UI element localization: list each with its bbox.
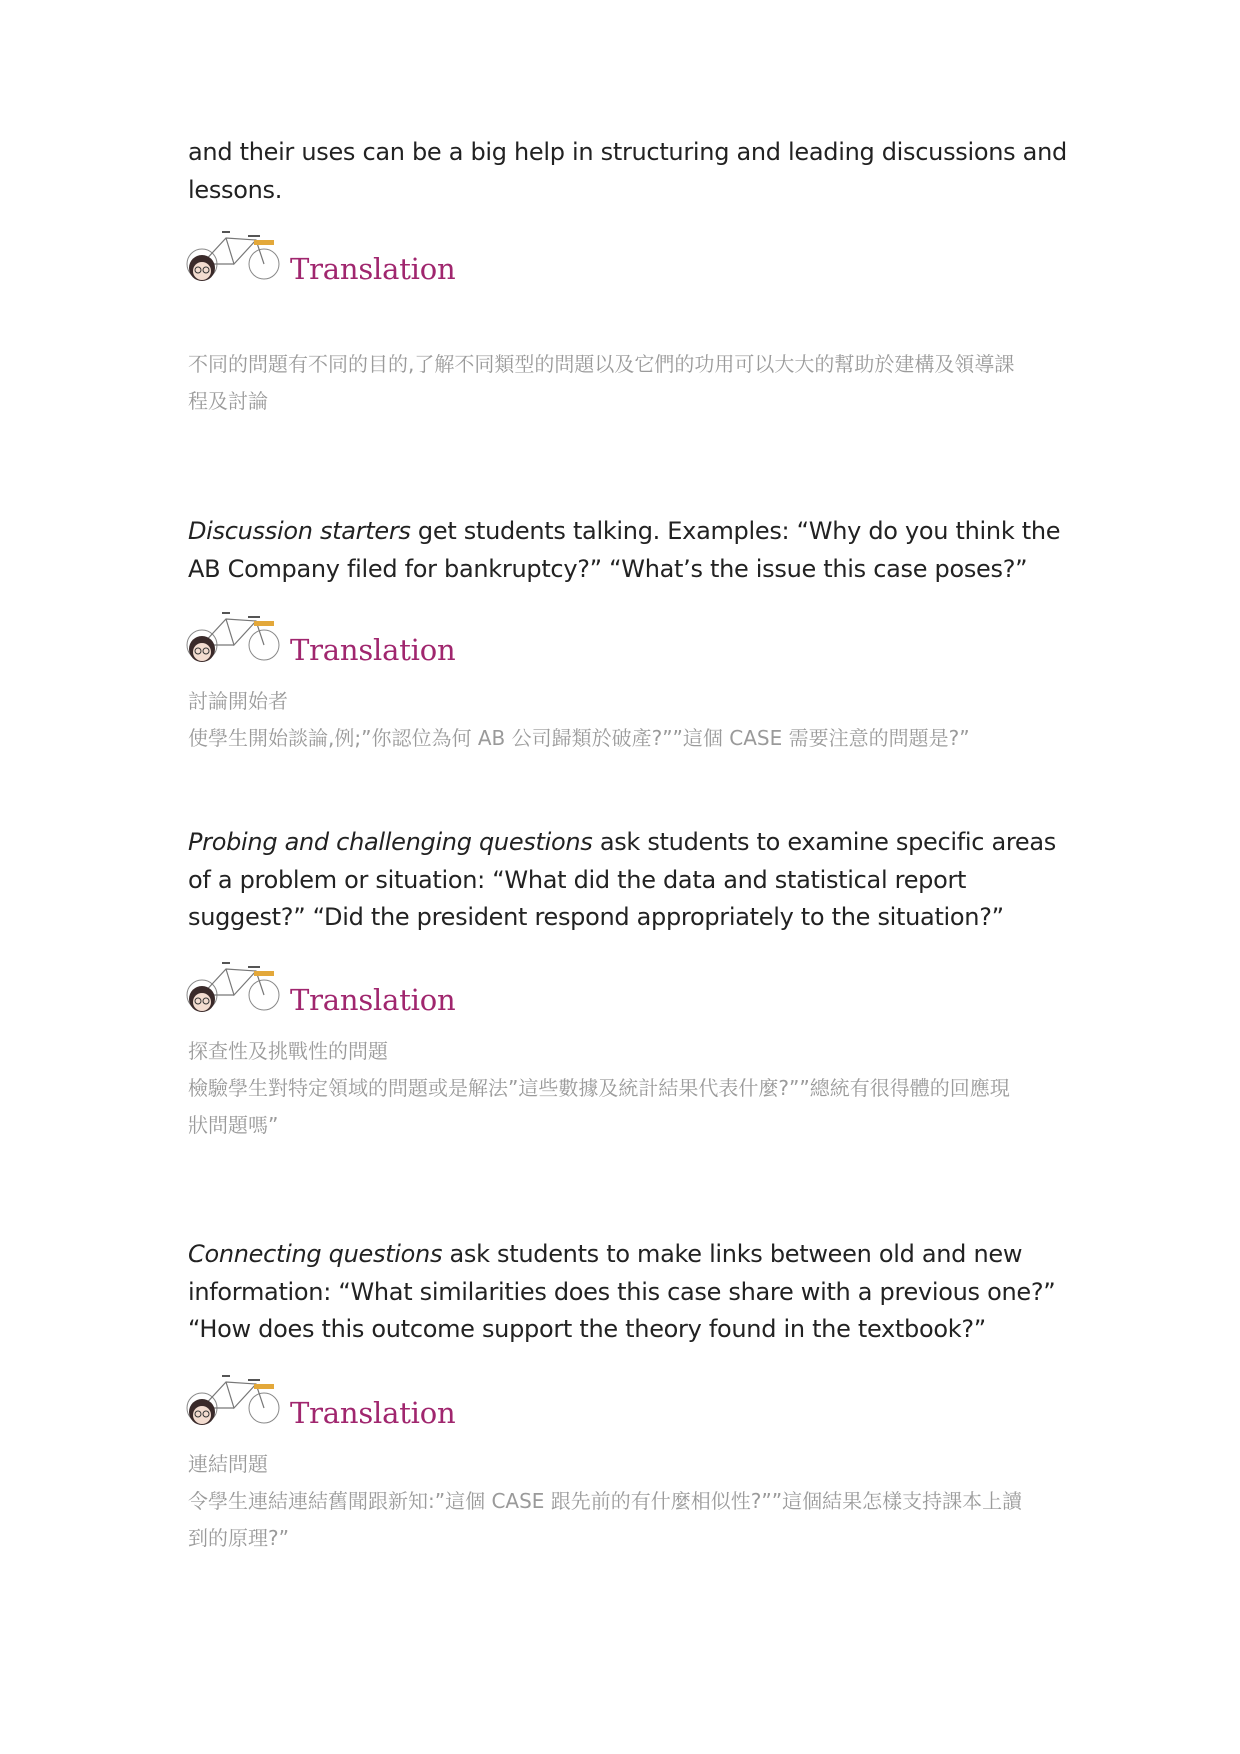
definition-text: get students talking. Examples: “Why do you think the AB Company filed for bankruptcy?” “What’s the issue this case poses?” (188, 517, 1061, 583)
girl-face-icon (189, 636, 215, 662)
girl-face-icon (189, 1399, 215, 1425)
translation-text (188, 683, 1068, 757)
translation-line: 到的原理?” (188, 1526, 289, 1550)
connecting-questions-paragraph (188, 1236, 1068, 1349)
translation-title: 連結問題 (188, 1452, 268, 1476)
translation-text (188, 1033, 1068, 1144)
definition-text: ask students to make links between old and new information: “What similarities does this case share with a previous one?” “How does this outcome support the theory found in the textbook?” (188, 1240, 1056, 1343)
translation-line: 檢驗學生對特定領域的問題或是解法”這些數據及統計結果代表什麼?””總統有很得體的回應現 (188, 1076, 1010, 1100)
bicycle-icon (186, 605, 306, 675)
translation-logo (186, 605, 456, 675)
term: Connecting questions (188, 1240, 443, 1268)
translation-label: Translation (290, 633, 456, 667)
translation-logo (186, 1368, 456, 1438)
translation-label: Translation (290, 983, 456, 1017)
translation-label: Translation (290, 252, 456, 286)
translation-logo (186, 955, 456, 1025)
translation-line: 令學生連結連結舊聞跟新知:”這個 CASE 跟先前的有什麼相似性?””這個結果怎樣支持課本上讀 (188, 1489, 1023, 1513)
bicycle-icon (186, 955, 306, 1025)
bicycle-icon (186, 224, 306, 294)
probing-questions-paragraph (188, 824, 1068, 937)
translation-title: 探查性及挑戰性的問題 (188, 1039, 388, 1063)
translation-line: 不同的問題有不同的目的,了解不同類型的問題以及它們的功用可以大大的幫助於建構及領導課 (188, 352, 1015, 376)
girl-face-icon (189, 986, 215, 1012)
discussion-starters-paragraph (188, 513, 1068, 588)
girl-face-icon (189, 255, 215, 281)
translation-text (188, 1446, 1068, 1557)
translation-label: Translation (290, 1396, 456, 1430)
translation-logo (186, 224, 456, 294)
translation-line: 程及討論 (188, 389, 268, 413)
translation-text (188, 346, 1068, 420)
bicycle-icon (186, 1368, 306, 1438)
translation-line: 使學生開始談論,例;”你認位為何 AB 公司歸類於破產?””這個 CASE 需要注意的問題是?” (188, 726, 970, 750)
term: Discussion starters (188, 517, 411, 545)
translation-title: 討論開始者 (188, 689, 288, 713)
definition-text: ask students to examine specific areas of a problem or situation: “What did the data and statistical report suggest?” “Did the president respond appropriately to the situation?” (188, 828, 1056, 931)
intro-paragraph (188, 134, 1068, 209)
term: Probing and challenging questions (188, 828, 593, 856)
intro-text: and their uses can be a big help in structuring and leading discussions and lessons. (188, 138, 1067, 204)
translation-line: 狀問題嗎” (188, 1113, 279, 1137)
